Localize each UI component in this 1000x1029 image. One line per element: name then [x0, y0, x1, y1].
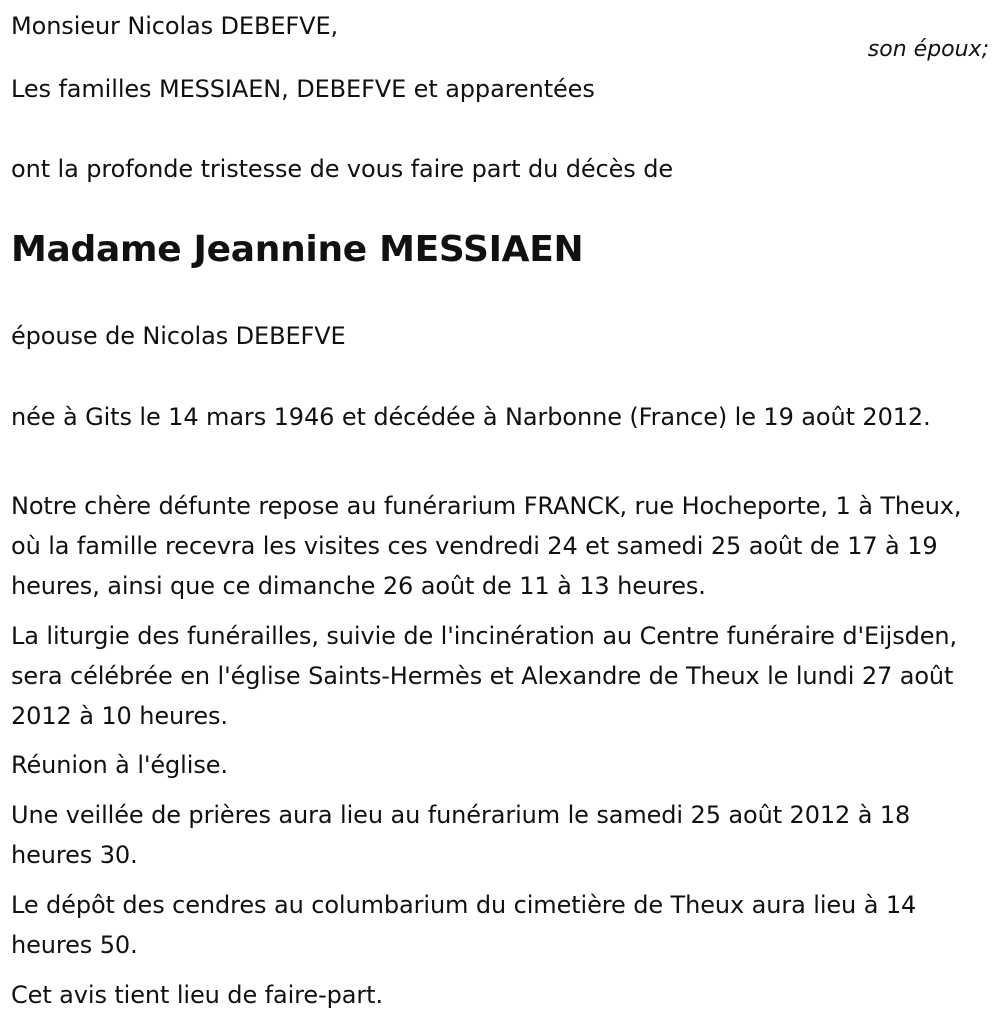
meeting-line: Réunion à l'église. [11, 751, 228, 779]
spouse-relation: son époux; [867, 37, 989, 62]
families-line: Les familles MESSIAEN, DEBEFVE et apparentées [11, 75, 595, 103]
ashes-paragraph: Le dépôt des cendres au columbarium du cimetière de Theux aura lieu à 14 heures 50. [11, 891, 917, 959]
deceased-name: Madame Jeannine MESSIAEN [11, 229, 584, 270]
birth-death-paragraph: née à Gits le 14 mars 1946 et décédée à Narbonne (France) le 19 août 2012. [11, 403, 931, 431]
vigil-paragraph: Une veillée de prières aura lieu au funérarium le samedi 25 août 2012 à 18 heures 30. [11, 801, 911, 869]
visitation-paragraph: Notre chère défunte repose au funérarium FRANCK, rue Hocheporte, 1 à Theux, où la famille recevra les visites ces vendredi 24 et samedi 25 août de 17 à 19 heures, ainsi que ce dimanche 26 août de 11 à 13 heures. [11, 492, 962, 600]
liturgy-paragraph: La liturgie des funérailles, suivie de l'incinération au Centre funéraire d'Eijsden, sera célébrée en l'église Saints-Hermès et Alexandre de Theux le lundi 27 août 2012 à 10 heures. [11, 622, 958, 730]
spouse-line: Monsieur Nicolas DEBEFVE, [11, 12, 339, 40]
announcement-intro: ont la profonde tristesse de vous faire part du décès de [11, 155, 674, 183]
notice-line: Cet avis tient lieu de faire-part. [11, 981, 383, 1009]
spouse-of-line: épouse de Nicolas DEBEFVE [11, 322, 346, 350]
